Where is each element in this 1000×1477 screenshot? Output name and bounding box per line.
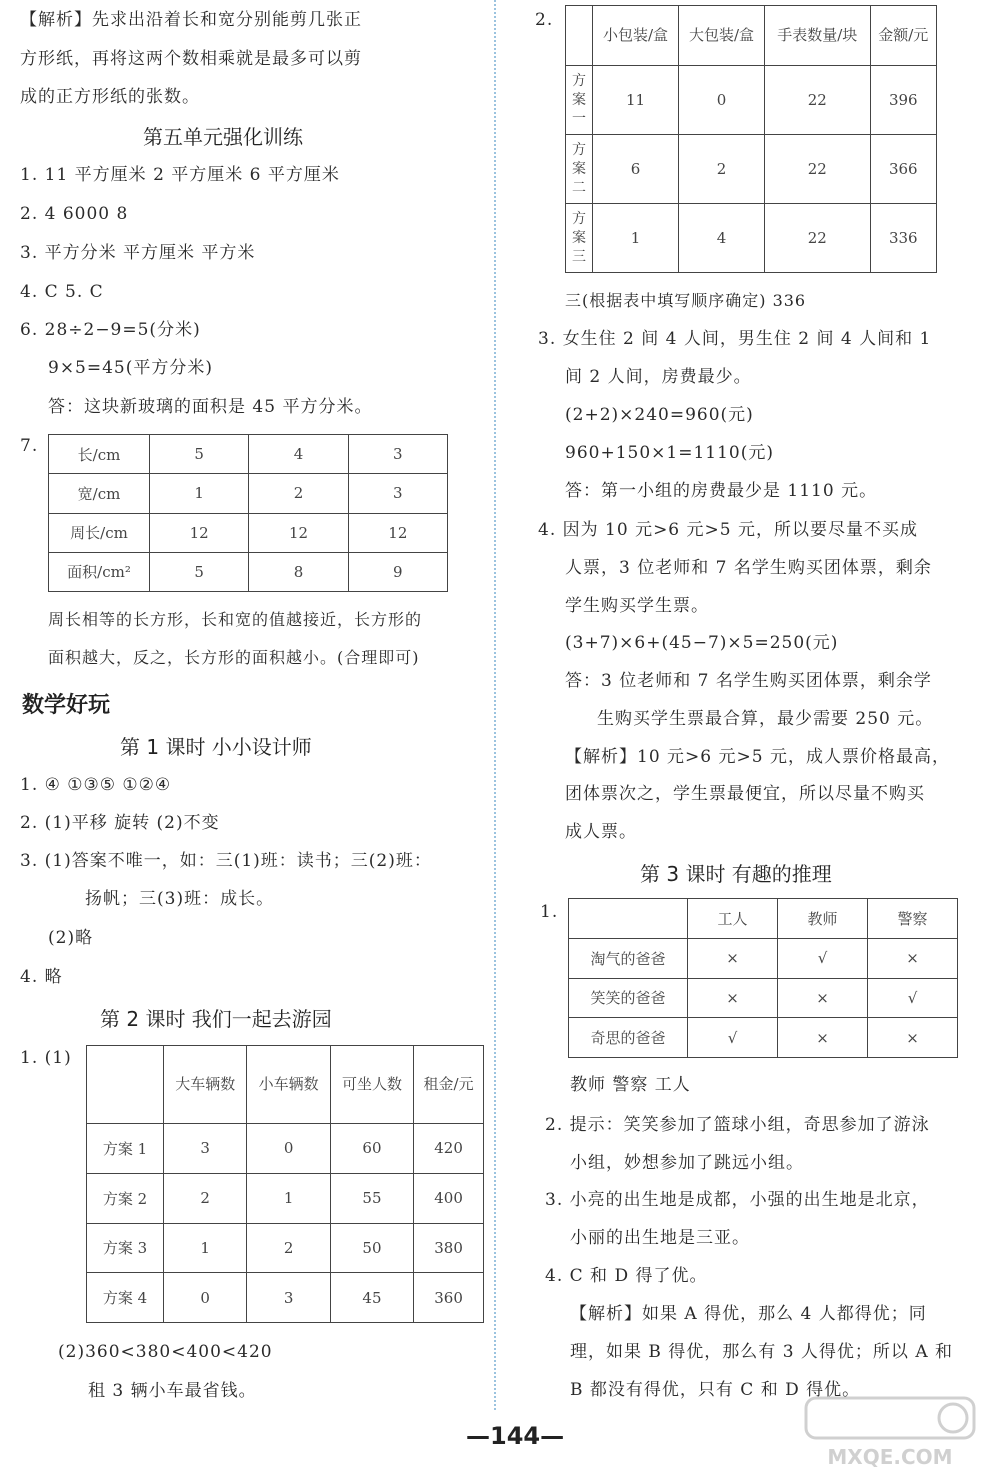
lesson2-cell: 0 (247, 1124, 330, 1174)
q7-cell: 宽/cm (49, 474, 150, 513)
table-row (569, 938, 958, 978)
lesson3-header-cell: 工人 (688, 899, 778, 939)
lesson3-header-cell: 警察 (868, 899, 958, 939)
lesson2-cell: 55 (330, 1173, 413, 1223)
q7-cell: 3 (348, 474, 447, 513)
q2-cell: 366 (870, 135, 936, 204)
q2-cell: 22 (765, 135, 871, 204)
lesson2-header-cell: 可坐人数 (330, 1046, 413, 1124)
lesson2-cell: 方案 2 (87, 1173, 164, 1223)
q3-line-2: 间 2 人间，房费最少。 (565, 367, 752, 387)
lesson2-cell: 方案 3 (87, 1223, 164, 1273)
q2-cell: 396 (870, 66, 936, 135)
q2-header-cell: 小包装/盒 (593, 6, 679, 66)
lesson2-cell: 420 (414, 1124, 484, 1174)
table-row (87, 1046, 484, 1124)
lesson3-header-cell (569, 899, 688, 939)
lesson3-cell: × (688, 938, 778, 978)
q2-number: 2. (535, 10, 554, 30)
q7-cell: 4 (249, 435, 348, 474)
lesson3-header-cell: 教师 (778, 899, 868, 939)
q7-cell: 12 (348, 513, 447, 552)
lesson2-cell: 60 (330, 1124, 413, 1174)
q2-table (565, 5, 937, 273)
lesson2-header-cell: 小车辆数 (247, 1046, 330, 1124)
lesson2-cell: 400 (414, 1173, 484, 1223)
intro-line-1: 【解析】先求出沿着长和宽分别能剪几张正 (20, 10, 362, 30)
q2-cell: 336 (870, 204, 936, 273)
table-row (49, 552, 448, 591)
lesson3-answer-2: 2. 提示：笑笑参加了篮球小组，奇思参加了游泳 (545, 1115, 930, 1135)
lesson3-cell: × (778, 978, 868, 1018)
q4-line-4: (3+7)×6+(45−7)×5=250(元) (565, 633, 839, 653)
q7-cell: 周长/cm (49, 513, 150, 552)
table-row (87, 1273, 484, 1323)
lesson3-cell: 奇思的爸爸 (569, 1018, 688, 1058)
lesson3-table (568, 898, 958, 1058)
unit5-answer-1: 1. 11 平方厘米 2 平方厘米 6 平方厘米 (20, 165, 340, 185)
lesson3-answer-4: 4. C 和 D 得了优。 (545, 1266, 708, 1286)
q7-table (48, 434, 448, 592)
lesson3-cell: √ (778, 938, 868, 978)
q4-line-6: 生购买学生票最合算，最少需要 250 元。 (597, 709, 934, 729)
table-row (569, 1018, 958, 1058)
q2-cell: 方案三 (566, 204, 593, 273)
unit5-answer-6-step2: 9×5=45(平方分米) (48, 358, 214, 378)
unit5-answer-4: 4. C 5. C (20, 282, 104, 302)
lesson2-answer-2-conclusion: 租 3 辆小车最省钱。 (88, 1381, 257, 1401)
lesson3-cell: × (778, 1018, 868, 1058)
q4-line-3: 学生购买学生票。 (565, 596, 709, 616)
q2-header-cell: 大包装/盒 (679, 6, 765, 66)
q2-cell: 22 (765, 66, 871, 135)
q7-note-1: 周长相等的长方形，长和宽的值越接近，长方形的 (48, 610, 423, 629)
lesson2-header-cell: 大车辆数 (164, 1046, 247, 1124)
lesson2-q1-number: 1. (1) (20, 1048, 72, 1068)
column-divider (494, 0, 496, 1410)
q2-header-cell (566, 6, 593, 66)
lesson3-answer-1: 教师 警察 工人 (570, 1075, 691, 1095)
table-row (566, 6, 937, 66)
q3-line-4: 960+150×1=1110(元) (565, 443, 774, 463)
lesson3-cell: × (868, 938, 958, 978)
page-number: —144— (466, 1422, 565, 1450)
lesson3-analysis-3: B 都没有得优，只有 C 和 D 得优。 (570, 1380, 861, 1400)
lesson1-answer-3: 3. (1)答案不唯一，如：三(1)班：读书；三(2)班： (20, 851, 432, 871)
lesson3-answer-2-cont: 小组，妙想参加了跳远小组。 (570, 1153, 804, 1173)
lesson1-answer-3-part2: (2)略 (48, 928, 94, 948)
lesson2-cell: 360 (414, 1273, 484, 1323)
q3-line-3: (2+2)×240=960(元) (565, 405, 754, 425)
q7-cell: 9 (348, 552, 447, 591)
q2-header-cell: 金额/元 (870, 6, 936, 66)
table-row (49, 513, 448, 552)
q2-cell: 方案一 (566, 66, 593, 135)
table-row (49, 474, 448, 513)
lesson3-cell: × (868, 1018, 958, 1058)
q3-line-5: 答：第一小组的房费最少是 1110 元。 (565, 481, 878, 501)
intro-line-2: 方形纸，再将这两个数相乘就是最多可以剪 (20, 49, 362, 69)
q7-cell: 3 (348, 435, 447, 474)
q4-analysis-3: 成人票。 (565, 822, 637, 842)
q7-cell: 12 (150, 513, 249, 552)
lesson2-cell: 1 (247, 1173, 330, 1223)
fun-math-title: 数学好玩 (22, 693, 111, 718)
lesson2-cell: 方案 4 (87, 1273, 164, 1323)
q4-analysis-2: 团体票次之，学生票最便宜，所以尽量不购买 (565, 784, 925, 804)
q4-line-2: 人票，3 位老师和 7 名学生购买团体票，剩余 (565, 558, 932, 578)
lesson3-cell: × (688, 978, 778, 1018)
q7-cell: 长/cm (49, 435, 150, 474)
q2-cell: 2 (679, 135, 765, 204)
lesson2-cell: 1 (164, 1223, 247, 1273)
q7-cell: 8 (249, 552, 348, 591)
lesson1-answer-1: 1. ④ ①③⑤ ①②④ (20, 775, 172, 795)
lesson3-q1-number: 1. (540, 902, 559, 922)
table-row (566, 204, 937, 273)
watermark-text: MXQE.COM (827, 1445, 953, 1469)
unit5-answer-2: 2. 4 6000 8 (20, 204, 129, 224)
q4-analysis-1: 【解析】10 元>6 元>5 元，成人票价格最高， (565, 747, 950, 767)
lesson3-cell: √ (688, 1018, 778, 1058)
table-row (87, 1173, 484, 1223)
q7-cell: 面积/cm² (49, 552, 150, 591)
lesson2-cell: 50 (330, 1223, 413, 1273)
q3-line-1: 3. 女生住 2 间 4 人间，男生住 2 间 4 人间和 1 (538, 329, 932, 349)
lesson2-cell: 方案 1 (87, 1124, 164, 1174)
unit5-title: 第五单元强化训练 (143, 125, 303, 149)
lesson2-cell: 3 (164, 1124, 247, 1174)
q7-cell: 5 (150, 435, 249, 474)
table-row (566, 135, 937, 204)
table-row (87, 1223, 484, 1273)
lesson2-table (86, 1045, 484, 1323)
lesson1-answer-2: 2. (1)平移 旋转 (2)不变 (20, 813, 220, 833)
unit5-answer-6: 6. 28÷2−9=5(分米) (20, 320, 201, 340)
watermark-badge-icon (939, 1404, 967, 1432)
q2-cell: 1 (593, 204, 679, 273)
lesson2-cell: 2 (247, 1223, 330, 1273)
table-row (87, 1124, 484, 1174)
lesson2-header-cell: 租金/元 (414, 1046, 484, 1124)
q2-cell: 11 (593, 66, 679, 135)
q2-answer: 三(根据表中填写顺序确定) 336 (565, 291, 807, 310)
lesson2-cell: 3 (247, 1273, 330, 1323)
q7-cell: 12 (249, 513, 348, 552)
q4-line-5: 答：3 位老师和 7 名学生购买团体票，剩余学 (565, 671, 932, 691)
table-row (566, 66, 937, 135)
q7-cell: 1 (150, 474, 249, 513)
q2-cell: 6 (593, 135, 679, 204)
watermark-logo (798, 1392, 983, 1472)
lesson3-cell: 笑笑的爸爸 (569, 978, 688, 1018)
lesson2-cell: 45 (330, 1273, 413, 1323)
q7-cell: 2 (249, 474, 348, 513)
lesson3-analysis-2: 理，如果 B 得优，那么有 3 人得优；所以 A 和 (570, 1342, 954, 1362)
lesson2-title: 第 2 课时 我们一起去游园 (100, 1007, 332, 1031)
lesson3-cell: 淘气的爸爸 (569, 938, 688, 978)
q2-cell: 方案二 (566, 135, 593, 204)
lesson1-title: 第 1 课时 小小设计师 (120, 735, 312, 759)
unit5-answer-3: 3. 平方分米 平方厘米 平方米 (20, 243, 256, 263)
lesson3-answer-3-cont: 小丽的出生地是三亚。 (570, 1228, 750, 1248)
lesson2-answer-2: (2)360<380<400<420 (58, 1342, 273, 1362)
lesson3-analysis-1: 【解析】如果 A 得优，那么 4 人都得优；同 (570, 1304, 927, 1324)
q7-cell: 5 (150, 552, 249, 591)
unit5-answer-6-reply: 答：这块新玻璃的面积是 45 平方分米。 (48, 397, 373, 417)
q7-number: 7. (20, 436, 39, 456)
table-row (569, 978, 958, 1018)
lesson2-header-cell (87, 1046, 164, 1124)
lesson2-cell: 0 (164, 1273, 247, 1323)
lesson3-answer-3: 3. 小亮的出生地是成都，小强的出生地是北京， (545, 1190, 930, 1210)
q2-header-cell: 手表数量/块 (765, 6, 871, 66)
table-row (569, 899, 958, 939)
q2-cell: 22 (765, 204, 871, 273)
intro-line-3: 成的正方形纸的张数。 (20, 87, 200, 107)
lesson1-answer-3-cont: 扬帆；三(3)班：成长。 (85, 889, 275, 909)
lesson1-answer-4: 4. 略 (20, 967, 63, 987)
q2-cell: 0 (679, 66, 765, 135)
q2-cell: 4 (679, 204, 765, 273)
lesson3-cell: √ (868, 978, 958, 1018)
lesson3-title: 第 3 课时 有趣的推理 (640, 862, 832, 886)
q4-line-1: 4. 因为 10 元>6 元>5 元，所以要尽量不买成 (538, 520, 918, 540)
lesson2-cell: 380 (414, 1223, 484, 1273)
table-row (49, 435, 448, 474)
lesson2-cell: 2 (164, 1173, 247, 1223)
q7-note-2: 面积越大，反之，长方形的面积越小。(合理即可) (48, 648, 420, 667)
